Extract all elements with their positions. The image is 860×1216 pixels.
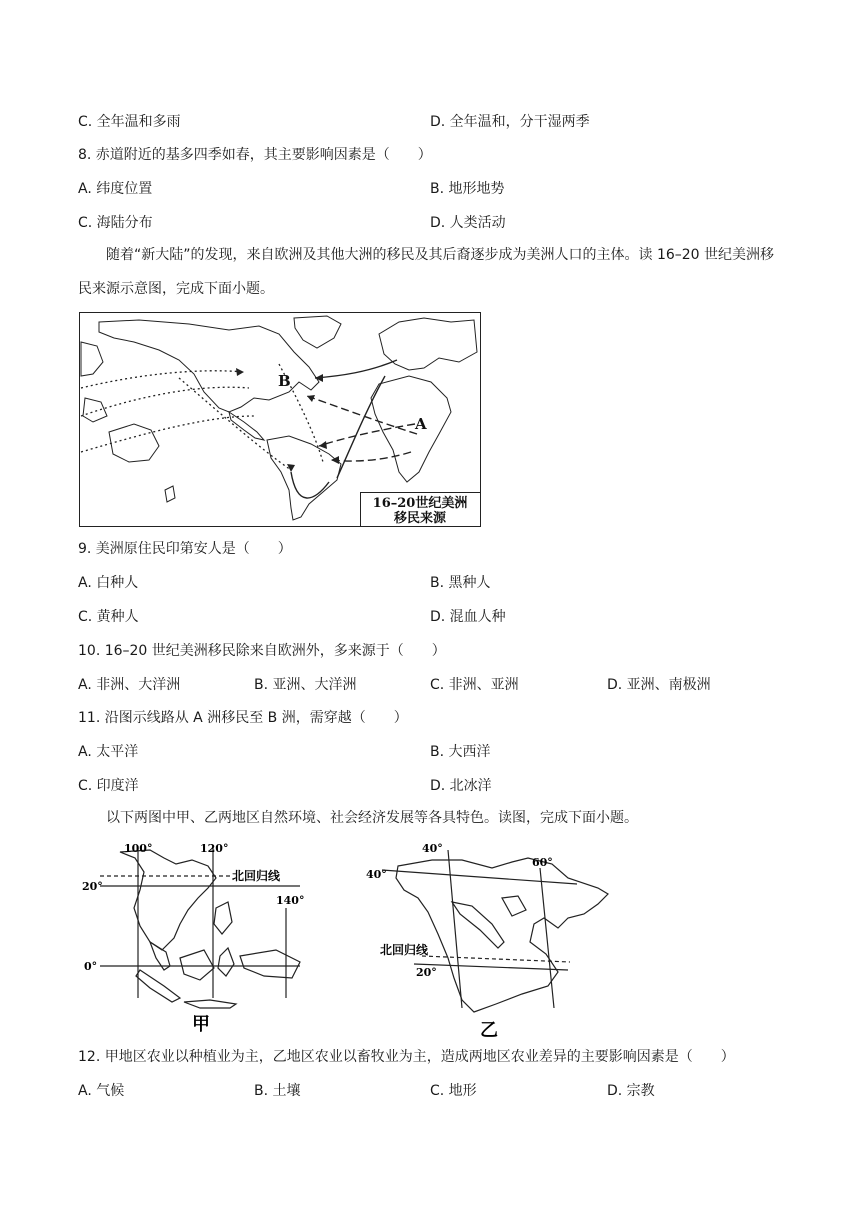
q8-option-a: A. 纬度位置	[78, 181, 153, 197]
map-label-a: A	[415, 415, 427, 433]
yi-lat-40: 40°	[366, 868, 387, 881]
jia-lon-140: 140°	[276, 894, 305, 907]
q7-option-d: D. 全年温和，分干湿两季	[430, 114, 590, 130]
map-label-b: B	[278, 372, 291, 390]
q11-option-b: B. 大西洋	[430, 744, 491, 760]
map-legend-line-2: 移民来源	[393, 511, 447, 526]
q9-option-a: A. 白种人	[78, 575, 139, 591]
q12-option-d: D. 宗教	[607, 1083, 655, 1099]
q10-stem: 10. 16–20 世纪美洲移民除来自欧洲外，多来源于（ ）	[78, 643, 446, 659]
q12-option-c: C. 地形	[430, 1083, 477, 1099]
q10-option-d: D. 亚洲、南极洲	[607, 677, 711, 693]
intro-paragraph-regions: 以下两图中甲、乙两地区自然环境、社会经济发展等各具特色。读图，完成下面小题。	[106, 810, 638, 826]
yi-caption: 乙	[480, 1020, 498, 1041]
yi-tropic-label: 北回归线	[380, 943, 429, 957]
q12-stem: 12. 甲地区农业以种植业为主，乙地区农业以畜牧业为主，造成两地区农业差异的主要影响因素是（ ）	[78, 1049, 735, 1065]
intro-paragraph-migration: 随着“新大陆”的发现，来自欧洲及其他大洲的移民及其后裔逐步成为美洲人口的主体。读 16–20 世纪美洲移民来源示意图，完成下面小题。	[78, 247, 775, 297]
jia-caption: 甲	[192, 1014, 210, 1035]
q10-option-b: B. 亚洲、大洋洲	[254, 677, 357, 693]
jia-lon-120: 120°	[200, 842, 229, 855]
jia-lat-0: 0°	[84, 960, 98, 973]
q7-option-c: C. 全年温和多雨	[78, 114, 181, 130]
yi-lat-20: 20°	[416, 966, 437, 979]
jia-lon-100: 100°	[124, 842, 153, 855]
map-region-jia	[80, 838, 320, 1038]
q8-option-b: B. 地形地势	[430, 181, 505, 197]
jia-tropic-label: 北回归线	[232, 869, 281, 883]
q11-option-d: D. 北冰洋	[430, 778, 492, 794]
q9-option-b: B. 黑种人	[430, 575, 491, 591]
q8-stem: 8. 赤道附近的基多四季如春，其主要影响因素是（ ）	[78, 147, 432, 163]
q9-option-c: C. 黄种人	[78, 609, 139, 625]
q9-stem: 9. 美洲原住民印第安人是（ ）	[78, 541, 292, 557]
q12-option-a: A. 气候	[78, 1083, 125, 1099]
q8-option-c: C. 海陆分布	[78, 215, 153, 231]
q8-option-d: D. 人类活动	[430, 215, 506, 231]
yi-lon-60: 60°	[532, 856, 553, 869]
q11-option-c: C. 印度洋	[78, 778, 139, 794]
map-legend-line-1: 16–20世纪美洲	[372, 496, 468, 511]
jia-lat-20: 20°	[82, 880, 103, 893]
yi-lon-40: 40°	[422, 842, 443, 855]
map-region-yi	[362, 838, 622, 1043]
q10-option-c: C. 非洲、亚洲	[430, 677, 519, 693]
q10-option-a: A. 非洲、大洋洲	[78, 677, 181, 693]
q9-option-d: D. 混血人种	[430, 609, 506, 625]
q12-option-b: B. 土壤	[254, 1083, 301, 1099]
q11-option-a: A. 太平洋	[78, 744, 139, 760]
migration-map	[79, 312, 481, 527]
q11-stem: 11. 沿图示线路从 A 洲移民至 B 洲，需穿越（ ）	[78, 710, 408, 726]
